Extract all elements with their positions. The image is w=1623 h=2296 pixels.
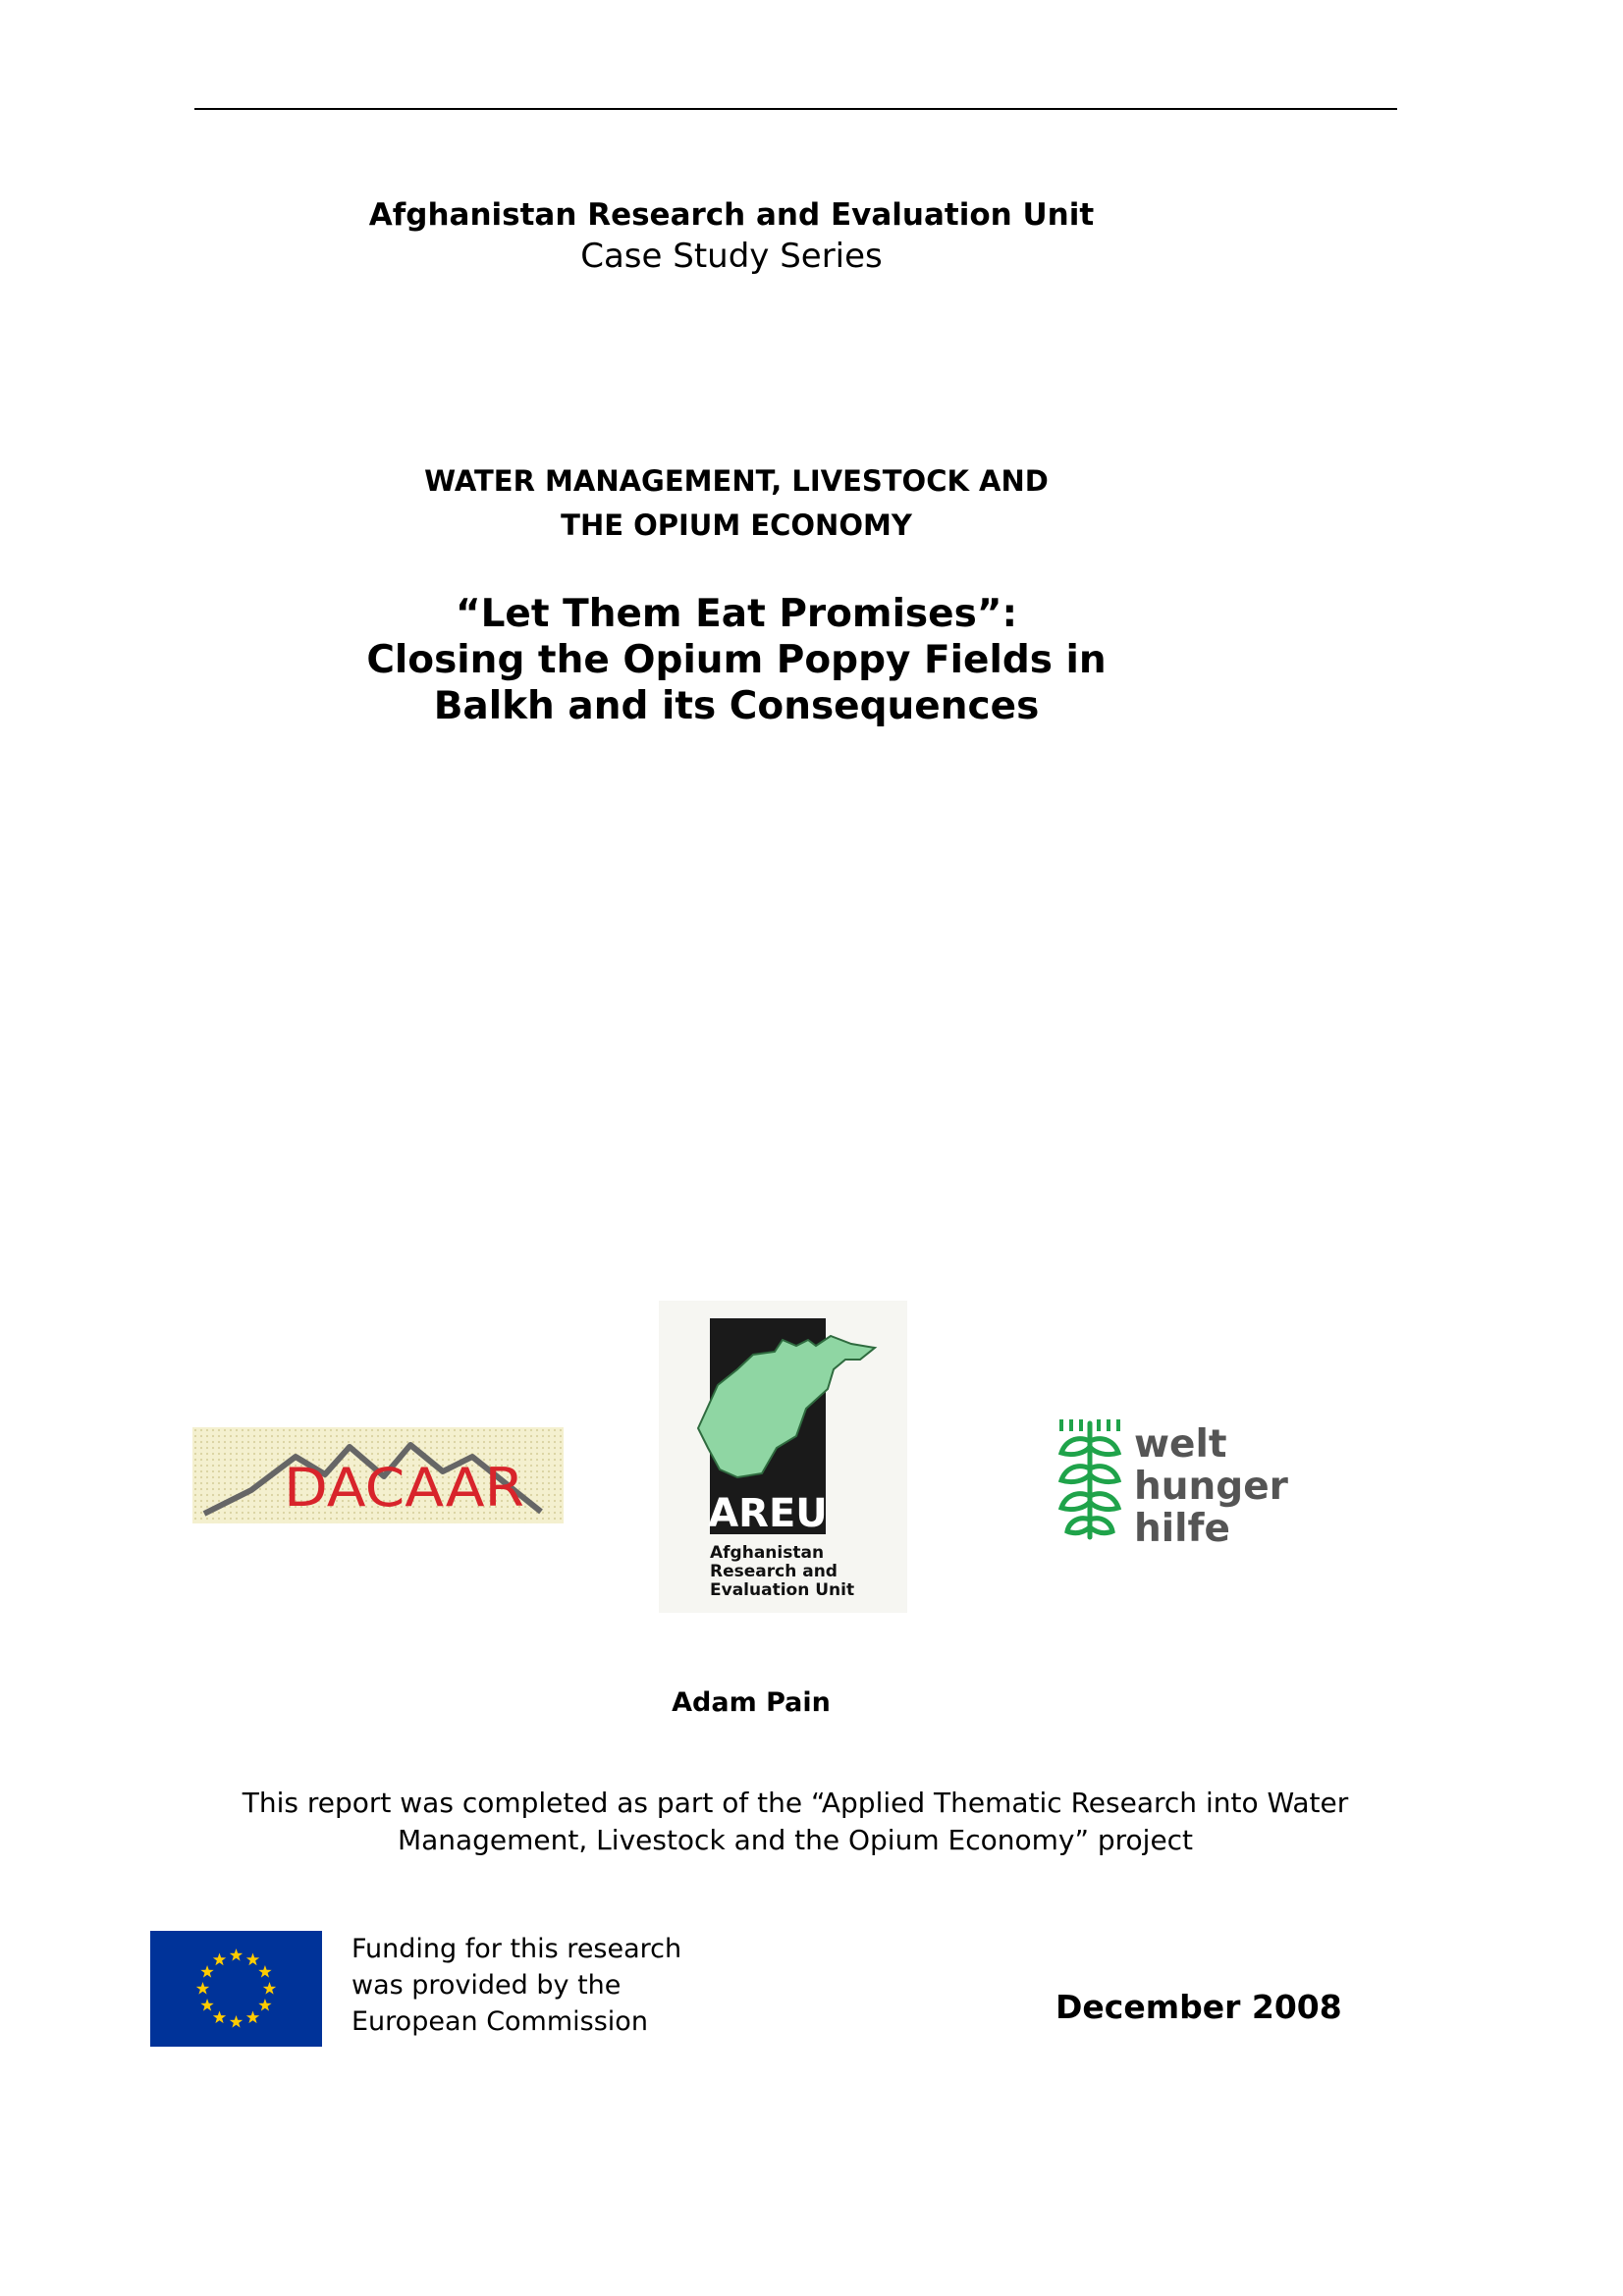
welthungerhilfe-logo [1055, 1414, 1301, 1549]
funding-note [352, 1931, 744, 2040]
svg-text:welt: welt [1134, 1422, 1227, 1467]
svg-text:AREU: AREU [708, 1491, 828, 1536]
title-line-1: “Let Them Eat Promises”: [455, 592, 1018, 636]
publication-date: December 2008 [1055, 1988, 1342, 2026]
funding-line-2: was provided by the [352, 1970, 622, 2001]
theme-line-1: WATER MANAGEMENT, LIVESTOCK AND [424, 464, 1049, 498]
series-subtitle: Case Study Series [580, 237, 883, 276]
theme-heading [344, 459, 1129, 548]
svg-text:hunger: hunger [1134, 1465, 1288, 1509]
areu-logo [659, 1301, 907, 1613]
dacaar-logo [192, 1427, 564, 1523]
title-line-3: Balkh and its Consequences [433, 684, 1040, 728]
top-rule [194, 108, 1397, 110]
svg-text:hilfe: hilfe [1134, 1507, 1230, 1549]
funding-line-3: European Commission [352, 2006, 648, 2037]
eu-flag-icon [150, 1931, 322, 2047]
svg-text:Afghanistan: Afghanistan [710, 1543, 825, 1563]
report-title [344, 591, 1129, 729]
svg-text:DACAAR: DACAAR [284, 1457, 524, 1519]
series-title: Afghanistan Research and Evaluation Unit [368, 197, 1095, 233]
svg-text:Evaluation Unit: Evaluation Unit [710, 1580, 855, 1600]
theme-line-2: THE OPIUM ECONOMY [561, 508, 912, 542]
completion-line-1: This report was completed as part of the “Applied Thematic Research into Water [242, 1787, 1349, 1819]
svg-text:Research and: Research and [710, 1562, 838, 1581]
completion-line-2: Management, Livestock and the Opium Economy” project [397, 1824, 1194, 1856]
completion-note [157, 1785, 1434, 1859]
title-line-2: Closing the Opium Poppy Fields in [366, 638, 1107, 682]
funding-line-1: Funding for this research [352, 1934, 682, 1964]
author-name: Adam Pain [672, 1687, 831, 1718]
